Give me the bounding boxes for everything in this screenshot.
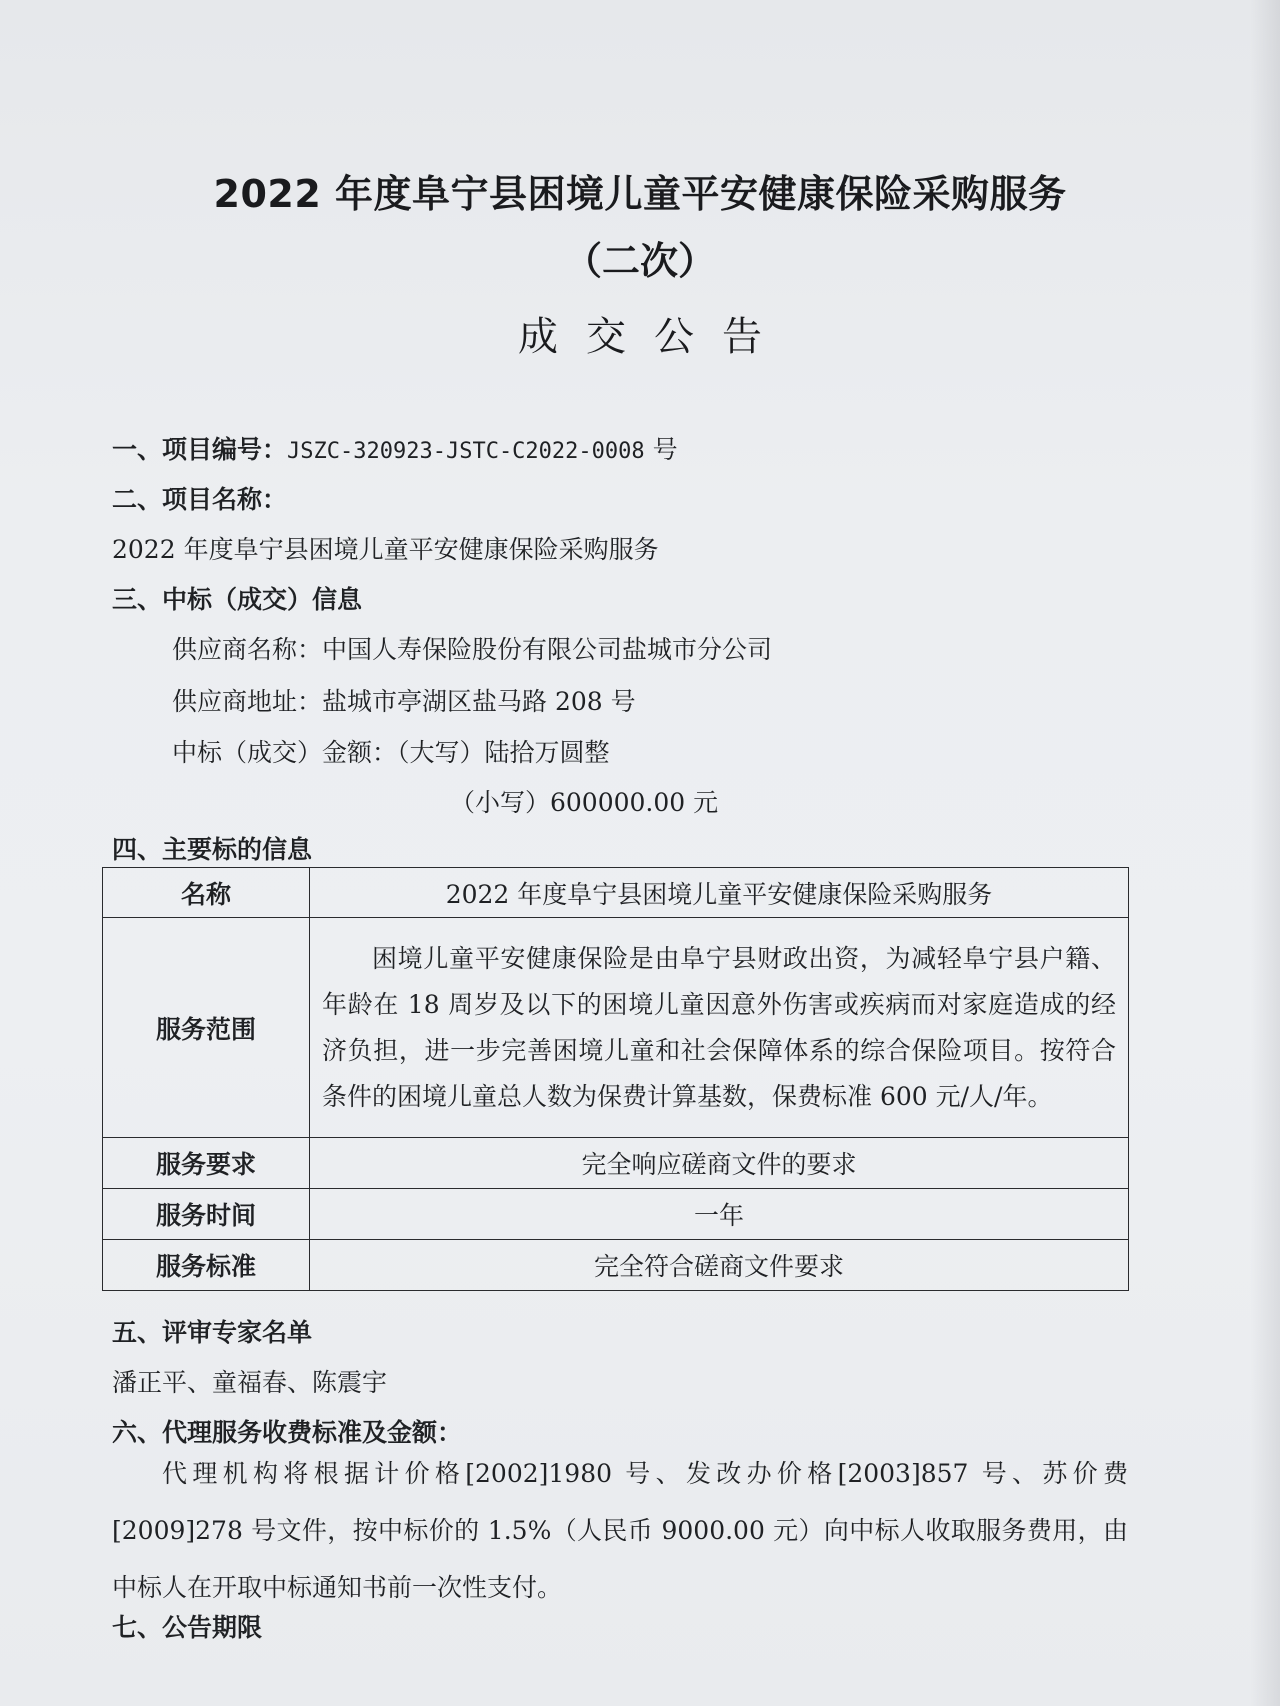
expert-list-label: 五、评审专家名单 [112,1318,313,1347]
table-value-scope: 困境儿童平安健康保险是由阜宁县财政出资，为减轻阜宁县户籍、年龄在 18 周岁及以下的困境儿童因意外伤害或疾病而对家庭造成的经济负担，进一步完善困境儿童和社会保障体系的综合保险项目。按符合条件的困境儿童总人数为保费计算基数，保费标准 600 元/人/年。 [310,918,1129,1138]
agency-fee-text: 代理机构将根据计价格[2002]1980 号、发改办价格[2003]857 号、苏价费[2009]278 号文件，按中标价的 1.5%（人民币 9000.00 元）向中标人收取服务费用，由中标人在开取中标通知书前一次性支付。 [112,1459,1128,1602]
table-key-scope: 服务范围 [103,918,310,1138]
subject-info-label: 四、主要标的信息 [112,835,313,864]
table-value-name: 2022 年度阜宁县困境儿童平安健康保险采购服务 [310,868,1129,918]
table-key-name: 名称 [103,868,310,918]
project-name-value: 2022 年度阜宁县困境儿童平安健康保险采购服务 [112,535,659,564]
table-row [103,1240,1129,1291]
doc-title-line2: （二次） [563,239,716,283]
project-number-row [112,430,678,466]
supplier-address-row [172,682,636,718]
subject-info-table [102,867,1129,1291]
table-row [103,1189,1129,1240]
project-name-label: 二、项目名称： [112,485,288,514]
table-row [103,918,1129,1138]
supplier-name-value: 中国人寿保险股份有限公司盐城市分公司 [322,635,773,664]
project-number-label: 一、项目编号： [112,435,288,464]
supplier-name-label: 供应商名称： [172,635,323,664]
agency-fee-label: 六、代理服务收费标准及金额： [112,1418,463,1447]
supplier-address-value: 盐城市亭湖区盐马路 208 号 [322,687,636,716]
doc-title-line1: 2022 年度阜宁县困境儿童平安健康保险采购服务 [213,172,1067,216]
table-value-duration: 一年 [310,1189,1129,1240]
expert-list-value: 潘正平、童福春、陈震宇 [112,1368,388,1397]
award-amount-row [172,733,610,769]
notice-period-label: 七、公告期限 [112,1613,263,1642]
table-key-requirement: 服务要求 [103,1138,310,1189]
project-number-value: JSZC-320923-JSTC-C2022-0008 [287,439,645,464]
doc-title-line3: 成交公告 [518,314,790,360]
supplier-name-row [172,630,772,666]
award-amount-label: 中标（成交）金额： [172,738,398,767]
award-amount-lower: （小写）600000.00 元 [450,788,719,817]
project-number-suffix: 号 [652,435,678,464]
table-row [103,868,1129,918]
table-row [103,1138,1129,1189]
table-key-duration: 服务时间 [103,1189,310,1240]
table-key-standard: 服务标准 [103,1240,310,1291]
table-value-requirement: 完全响应磋商文件的要求 [310,1138,1129,1189]
supplier-address-label: 供应商地址： [172,687,323,716]
table-value-standard: 完全符合磋商文件要求 [310,1240,1129,1291]
award-info-label: 三、中标（成交）信息 [112,585,363,614]
award-amount-upper: （大写）陆拾万圆整 [397,738,610,767]
